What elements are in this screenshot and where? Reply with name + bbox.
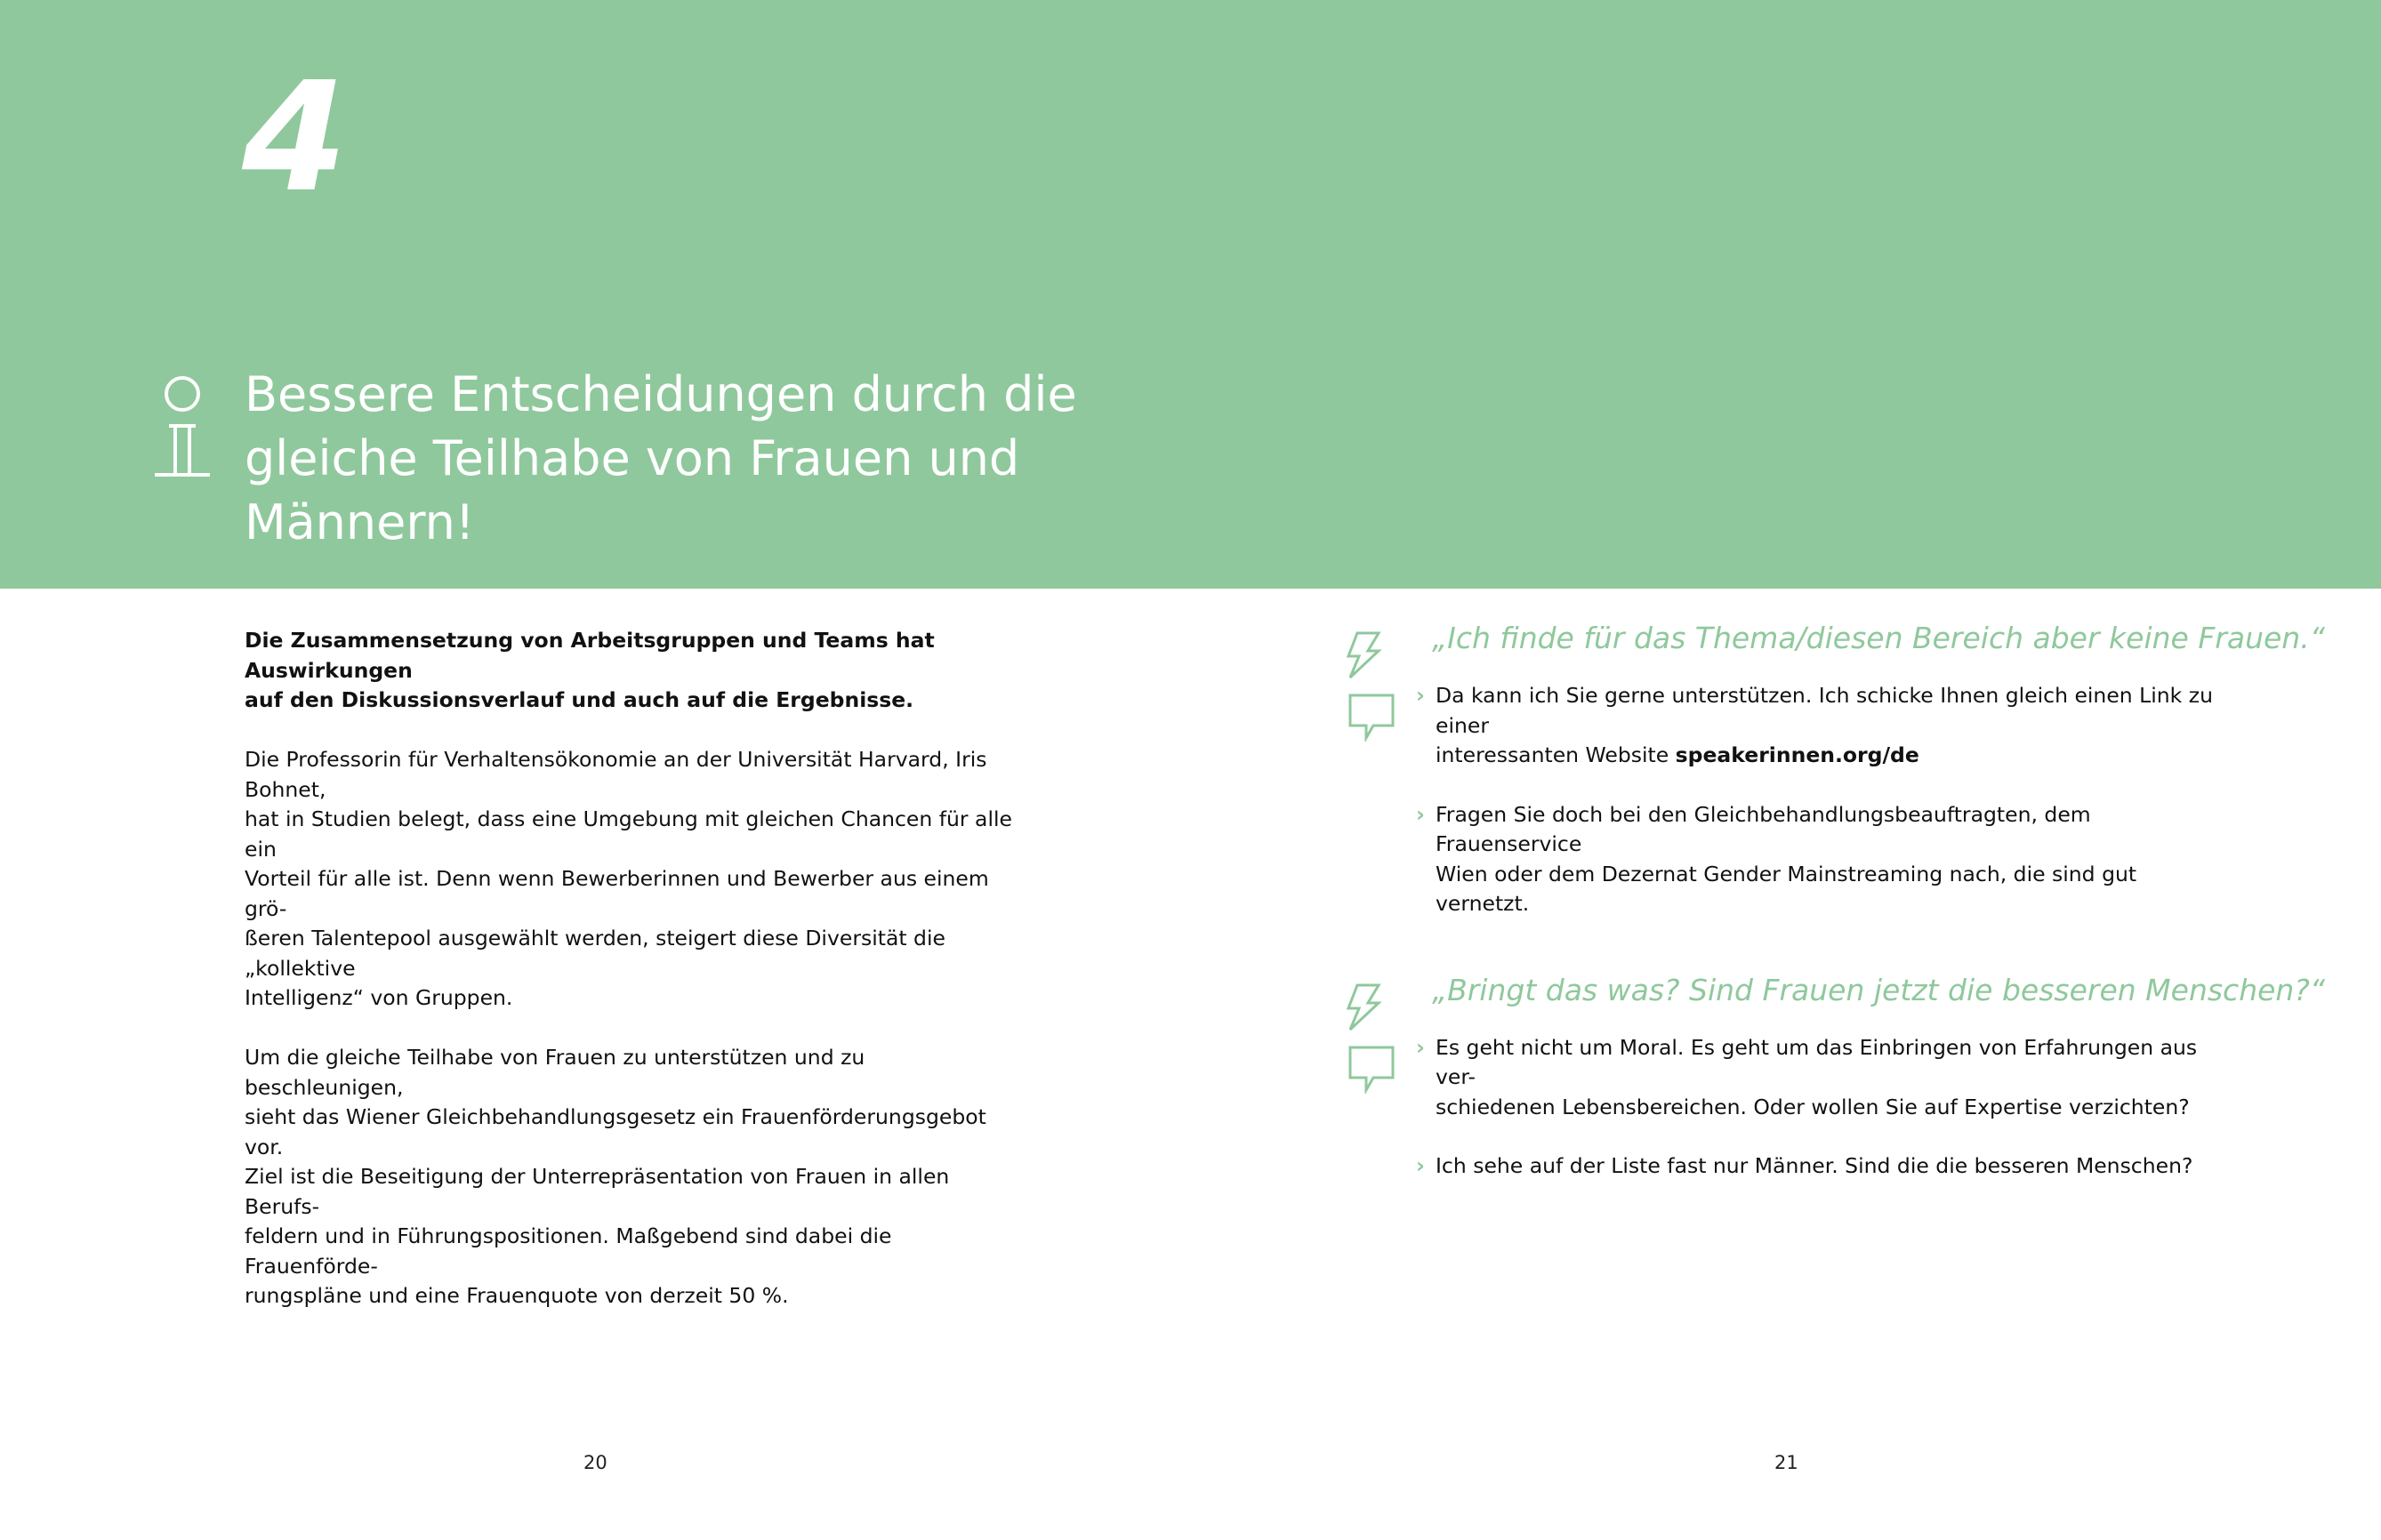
page-title: Bessere Entscheidungen durch die gleiche Teilhabe von Frauen und Männern!: [245, 366, 1077, 550]
objections-column: [1343, 619, 2325, 1182]
answer-list: [1343, 1033, 2232, 1182]
website-link[interactable]: speakerinnen.org/de: [1675, 742, 1919, 767]
answer-item: [1343, 681, 2232, 771]
chevron-right-icon: ›: [1416, 683, 1425, 708]
objection-quote: „Bringt das was? Sind Frauen jetzt die besseren Menschen?“: [1432, 972, 2325, 1007]
answer-item: [1343, 1151, 2232, 1182]
chapter-number: 4: [242, 50, 344, 226]
body-paragraph: Die Professorin für Verhaltensökonomie an der Universität Harvard, Iris Bohnet, hat in Studien belegt, dass eine Umgebung mit gleichen Chancen für alle ein Vorteil für alle ist. Denn wenn Bewerberinnen und Bewerber aus einem grö- ßeren Talentepool ausgewählt werden, steigert diese Diversität die „kollektive Intelligenz“ von Gruppen.: [245, 747, 1012, 1010]
chevron-right-icon: ›: [1416, 801, 1425, 827]
lightning-icon: [1343, 982, 1382, 1033]
info-icon: [151, 375, 213, 482]
lead-paragraph: Die Zusammensetzung von Arbeitsgruppen und Teams hat Auswirkungen auf den Diskussionsverlauf und auch auf die Ergebnisse.: [245, 628, 935, 712]
answer-item: [1343, 800, 2232, 919]
body-paragraph: Um die gleiche Teilhabe von Frauen zu unterstützen und zu beschleunigen, sieht das Wiener Gleichbehandlungsgesetz ein Frauenförderungsgebot vor. Ziel ist die Beseitigung der Unterrepräsentation von Frauen in allen Berufs- feldern und in Führungspositionen. Maßgebend sind dabei die Frauenförde- rungspläne und eine Frauenquote von derzeit 50 %.: [245, 1045, 986, 1308]
answer-text: Da kann ich Sie gerne unterstützen. Ich schicke Ihnen gleich einen Link zu einer interessanten Website: [1436, 683, 2213, 767]
answer-text: Es geht nicht um Moral. Es geht um das Einbringen von Erfahrungen aus ver- schiedenen Lebensbereichen. Oder wollen Sie auf Expertise verzichten?: [1436, 1034, 2198, 1119]
chevron-right-icon: ›: [1416, 1034, 1425, 1060]
answer-list: [1343, 681, 2232, 919]
page-number-left: 20: [583, 1452, 607, 1473]
chevron-right-icon: ›: [1416, 1153, 1425, 1178]
objection-block: [1343, 619, 2325, 919]
objection-quote: „Ich finde für das Thema/diesen Bereich aber keine Frauen.“: [1432, 621, 2325, 655]
answer-text: Fragen Sie doch bei den Gleichbehandlungsbeauftragten, dem Frauenservice Wien oder dem Dezernat Gender Mainstreaming nach, die sind gut vernetzt.: [1436, 801, 2137, 916]
answer-text: Ich sehe auf der Liste fast nur Männer. Sind die die besseren Menschen?: [1436, 1153, 2193, 1178]
objection-block: [1343, 971, 2325, 1182]
page-number-right: 21: [1774, 1452, 1798, 1473]
answer-item: [1343, 1033, 2232, 1123]
lightning-icon: [1343, 630, 1382, 681]
intro-column: [245, 626, 1027, 1341]
